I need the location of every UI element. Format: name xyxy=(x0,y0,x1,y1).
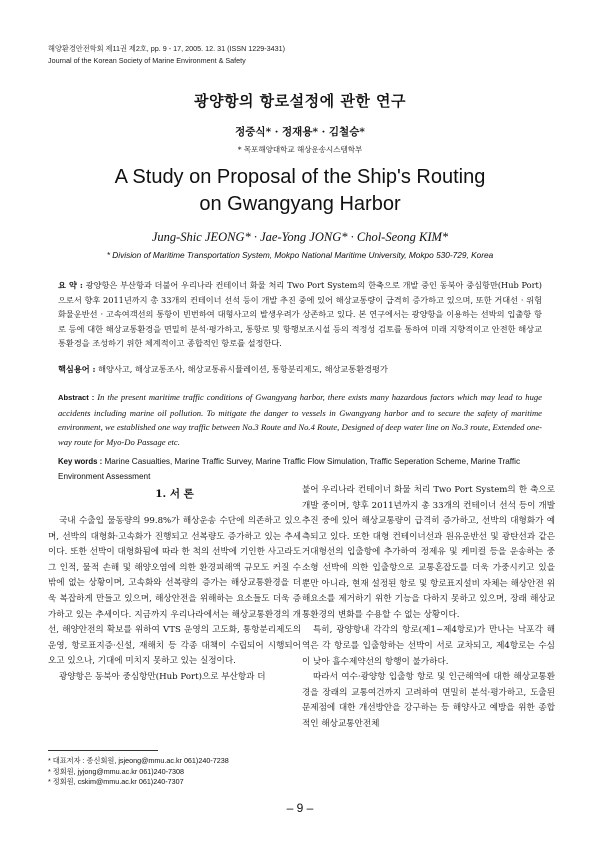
keywords-english-text: Marine Casualties, Marine Traffic Survey, Marine Traffic Flow Simulation, Traffic Seperation Scheme, Marine Traffic Environment Assessment xyxy=(58,457,521,481)
title-english-line2: on Gwangyang Harbor xyxy=(199,193,401,215)
abstract-english-text: In the present maritime traffic conditions of Gwangyang harbor, there exists many hazardous factors which may lead to huge accidents including marine oil pollution. To mitigate the danger to vessels in Gwangyang harbor and to secure the safety of maritime environment, we established one way traffic between No.3 Route and No.4 Route, Designed of deep water line on No.3 route, Extended one-way route for Myo-Do Passage etc. xyxy=(58,392,542,447)
right-paragraph-3: 따라서 여수·광양항 입출항 항로 및 인근해역에 대한 해상교통환경을 장래의 교통여건까지 고려하여 면밀히 분석·평가하고, 도출된 문제점에 대한 개선방안을 강구하는 등 해양사고 예방을 위한 종합적인 해상교통안전체 xyxy=(302,672,555,729)
footnote-3: * 정회원, cskim@mmu.ac.kr 061)240-7307 xyxy=(48,777,184,786)
page-number: – 9 – xyxy=(286,801,314,815)
right-paragraph-1: 불어 우리나라 컨테이너 화물 처리 Two Port System의 한 축으로 개발 중이며, 향후 2011년까지 총 33개의 컨테이너 선석 등이 개발 추진 중에 있어 해상교통량이 급격히 증가하고, 선박의 대형화가 예측되고 있다. 또한 대형 컨테이너선과 원유운반선 및 광탄선과 같은 거대형선의 입출항에 추가하여 정제유 및 케미컬 등을 운송하는 중소형 선박에 의한 입출항으로 교통혼잡도를 더욱 가중시키고 있을 뿐만 아니라, 현재 설정된 항로 및 항로표지설비 자체는 해상안전 위해요소를 제거하기 위한 기능을 다하지 못하고 있으며, 장래 해상교통환경의 변화를 수용할 수 없는 상황이다. xyxy=(302,485,555,620)
title-english-line1: A Study on Proposal of the Ship's Routing xyxy=(114,166,486,188)
left-paragraph-2: 광양항은 동북아 중심항만(Hub Port)으로 부산항과 더 xyxy=(59,671,266,682)
journal-name: Journal of the Korean Society of Marine Environment & Safety xyxy=(48,56,246,65)
footnote-1: * 대표저자 : 종신회원, jsjeong@mmu.ac.kr 061)240-7238 xyxy=(48,756,229,765)
footnotes xyxy=(48,756,301,788)
authors-korean: 정중식* · 정재용* · 김철승* xyxy=(235,126,365,138)
title-korean: 광양항의 항로설정에 관한 연구 xyxy=(193,92,407,110)
title-english xyxy=(0,164,600,218)
authors-english: Jung-Shic JEONG* · Jae-Yong JONG* · Chol-Seong KIM* xyxy=(151,230,449,244)
affiliation-english: * Division of Maritime Transportation System, Mokpo National Maritime University, Mokpo 530-729, Korea xyxy=(106,250,494,260)
abstract-english-label: Abstract : xyxy=(58,393,95,402)
right-paragraph-2: 특히, 광양항내 각각의 항로(제1~제4항로)가 만나는 낙포각 해역은 각 항로를 입출항하는 선박이 서로 교차되고, 제4항로는 수심이 낮아 흘수제약선의 항행이 불가하다. xyxy=(302,625,555,667)
journal-citation: 해양환경안전학회 제11권 제2호, pp. 9 - 17, 2005. 12. 31 (ISSN 1229-3431) xyxy=(48,44,286,53)
footnote-2: * 정회원, jyjong@mmu.ac.kr 061)240-7308 xyxy=(48,766,184,776)
keywords-korean xyxy=(58,362,542,377)
keywords-english-label: Key words : xyxy=(58,457,103,466)
abstract-korean xyxy=(58,278,542,351)
section-heading: 1. 서 론 xyxy=(155,488,194,500)
abstract-korean-label: 요 약 : xyxy=(58,280,83,290)
left-column xyxy=(48,514,301,686)
right-column xyxy=(302,483,555,733)
affiliation-korean: * 목포해양대학교 해상운송시스템학부 xyxy=(237,145,363,154)
keywords-korean-text: 해양사고, 해상교통조사, 해상교통류시뮬레이션, 통항분리제도, 해상교통환경평가 xyxy=(98,364,388,374)
abstract-korean-text: 광양항은 부산항과 더불어 우리나라 컨테이너 화물 처리 Two Port System의 한축으로 개발 중인 동북아 중심항만(Hub Port)으로서 향후 2011년까지 총 33개의 컨테이너 선석 등이 개발 추진 중에 있어 해상교통량이 급격히 증가하고 있으며, 또한 거대선 · 위험화물운반선 · 고속여객선의 통항이 빈번하여 대형사고의 발생우려가 상존하고 있다. 본 연구에서는 광양항을 이용하는 선박의 입출항 항로 등에 대한 해상교통환경을 면밀히 분석·평가하고, 통항로 및 항행보조시설 등의 적정성 검토를 통하여 미래 지향적이고 안전한 해상교통환경을 조성하기 위한 체계적이고 종합적인 항로를 설정한다. xyxy=(58,280,542,348)
keywords-english xyxy=(58,455,542,484)
left-paragraph-1: 국내 수출입 물동량의 99.8%가 해상운송 수단에 의존하고 있으며, 선박의 대형화·고속화가 진행되고 선복량도 증가하고 있는 추세이다. 또한 선박이 대형화됨에 따라 한 척의 선박에 기인한 사고라도 그 인적, 물적 손해 및 해양오염에 의한 환경피해액 규모도 커질 수밖에 없는 상황이며, 고속화와 선복량의 증가는 해상교통환경을 더욱 복잡하게 만들고 있으며, 해상안전을 위해하는 요소들도 더욱 증가하고 있는 추세이다. 지금까지 우리나라에서는 해상교통환경의 개선, 해양안전의 확보를 위하여 VTS 운영의 고도화, 통항분리제도의 운영, 항로표지증·신설, 재해치 등 각종 대책이 수립되어 시행되어 오고 있으나, 기대에 미치지 못하고 있는 실정이다. xyxy=(48,516,301,667)
footnote-rule xyxy=(48,750,158,751)
abstract-english xyxy=(58,390,542,449)
keywords-korean-label: 핵심용어 : xyxy=(58,364,96,374)
